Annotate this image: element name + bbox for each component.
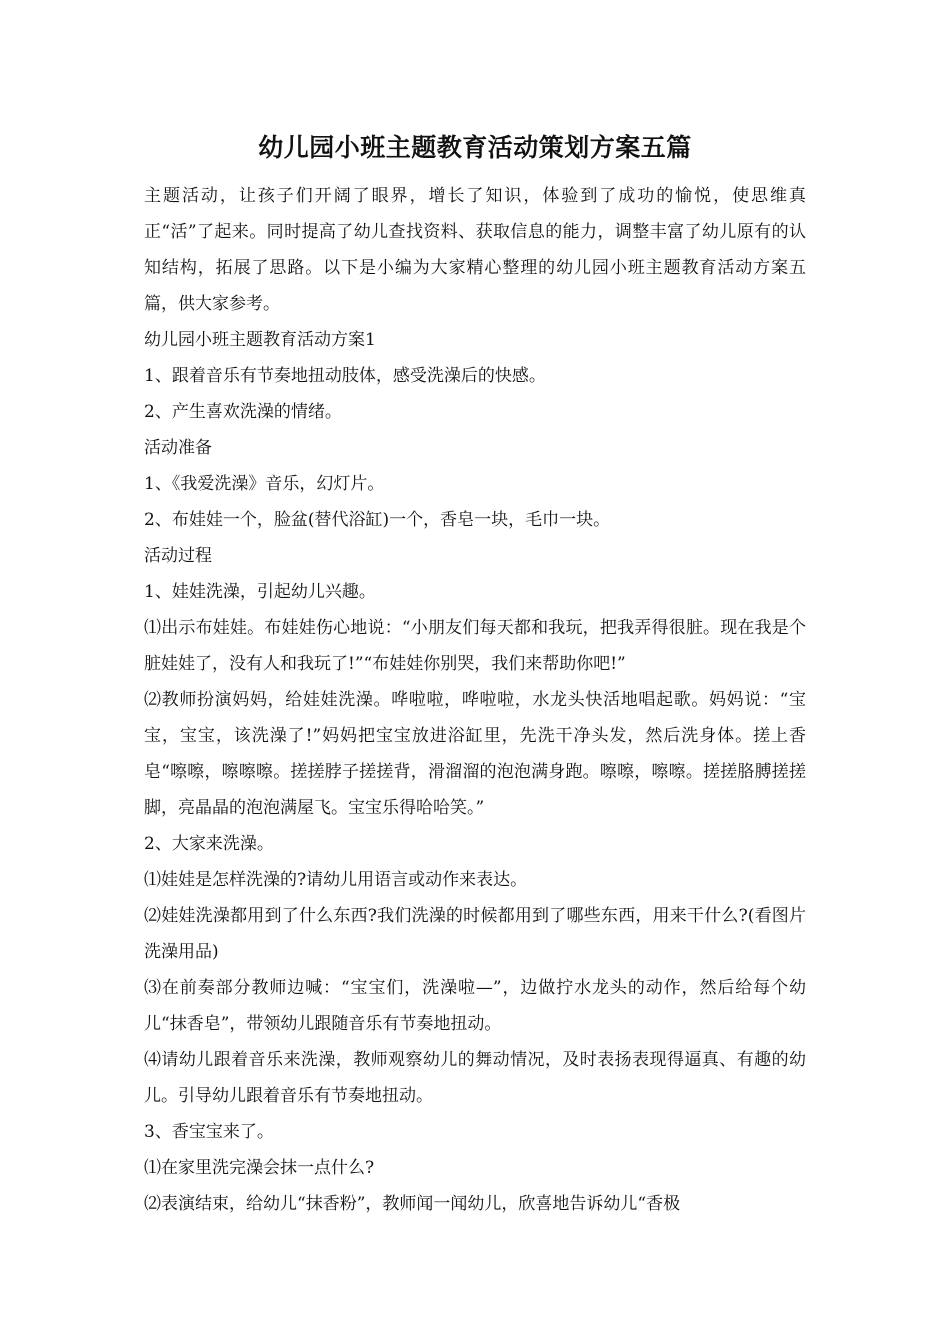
step-2: 2、大家来洗澡。 <box>144 834 274 854</box>
goal-item-1: 1、跟着音乐有节奏地扭动肢体，感受洗澡后的快感。 <box>144 366 546 386</box>
step-2-d: ⑷请幼儿跟着音乐来洗澡，教师观察幼儿的舞动情况，及时表扬表现得逼真、有趣的幼儿。引导幼儿跟着音乐有节奏地扭动。 <box>144 1050 806 1106</box>
step-2-a: ⑴娃娃是怎样洗澡的?请幼儿用语言或动作来表达。 <box>144 870 528 890</box>
prep-heading: 活动准备 <box>144 438 212 458</box>
step-3-b: ⑵表演结束，给幼儿“抹香粉”，教师闻一闻幼儿，欣喜地告诉幼儿“香极 <box>144 1194 681 1214</box>
goal-item-2: 2、产生喜欢洗澡的情绪。 <box>144 402 342 422</box>
process-heading: 活动过程 <box>144 546 212 566</box>
step-1-a: ⑴出示布娃娃。布娃娃伤心地说：“小朋友们每天都和我玩，把我弄得很脏。现在我是个脏娃娃了，没有人和我玩了!”“布娃娃你别哭，我们来帮助你吧!” <box>144 618 806 674</box>
step-3: 3、香宝宝来了。 <box>144 1122 274 1142</box>
step-1-b: ⑵教师扮演妈妈，给娃娃洗澡。哗啦啦，哗啦啦，水龙头快活地唱起歌。妈妈说：“宝宝，宝宝，该洗澡了!”妈妈把宝宝放进浴缸里，先洗干净头发，然后洗身体。搓上香皂“嚓嚓，嚓嚓嚓。搓搓脖子搓搓背，滑溜溜的泡泡满身跑。嚓嚓，嚓嚓。搓搓胳膊搓搓脚，亮晶晶的泡泡满屋飞。宝宝乐得哈哈笑。” <box>144 690 806 818</box>
section-heading: 幼儿园小班主题教育活动方案1 <box>144 330 376 350</box>
prep-item-1: 1、《我爱洗澡》音乐，幻灯片。 <box>144 474 385 494</box>
step-3-a: ⑴在家里洗完澡会抹一点什么? <box>144 1158 375 1178</box>
intro-paragraph: 主题活动，让孩子们开阔了眼界，增长了知识，体验到了成功的愉悦，使思维真正“活”了起来。同时提高了幼儿查找资料、获取信息的能力，调整丰富了幼儿原有的认知结构，拓展了思路。以下是小编为大家精心整理的幼儿园小班主题教育活动方案五篇，供大家参考。 <box>144 186 806 314</box>
step-1: 1、娃娃洗澡，引起幼儿兴趣。 <box>144 582 376 602</box>
document-page <box>144 128 806 1222</box>
document-title: 幼儿园小班主题教育活动策划方案五篇 <box>258 133 692 162</box>
document-body <box>144 178 806 1222</box>
step-2-c: ⑶在前奏部分教师边喊：“宝宝们，洗澡啦—”，边做拧水龙头的动作，然后给每个幼儿“抹香皂”，带领幼儿跟随音乐有节奏地扭动。 <box>144 978 806 1034</box>
prep-item-2: 2、布娃娃一个，脸盆(替代浴缸)一个，香皂一块，毛巾一块。 <box>144 510 611 530</box>
step-2-b: ⑵娃娃洗澡都用到了什么东西?我们洗澡的时候都用到了哪些东西，用来干什么?(看图片洗澡用品) <box>144 906 806 962</box>
